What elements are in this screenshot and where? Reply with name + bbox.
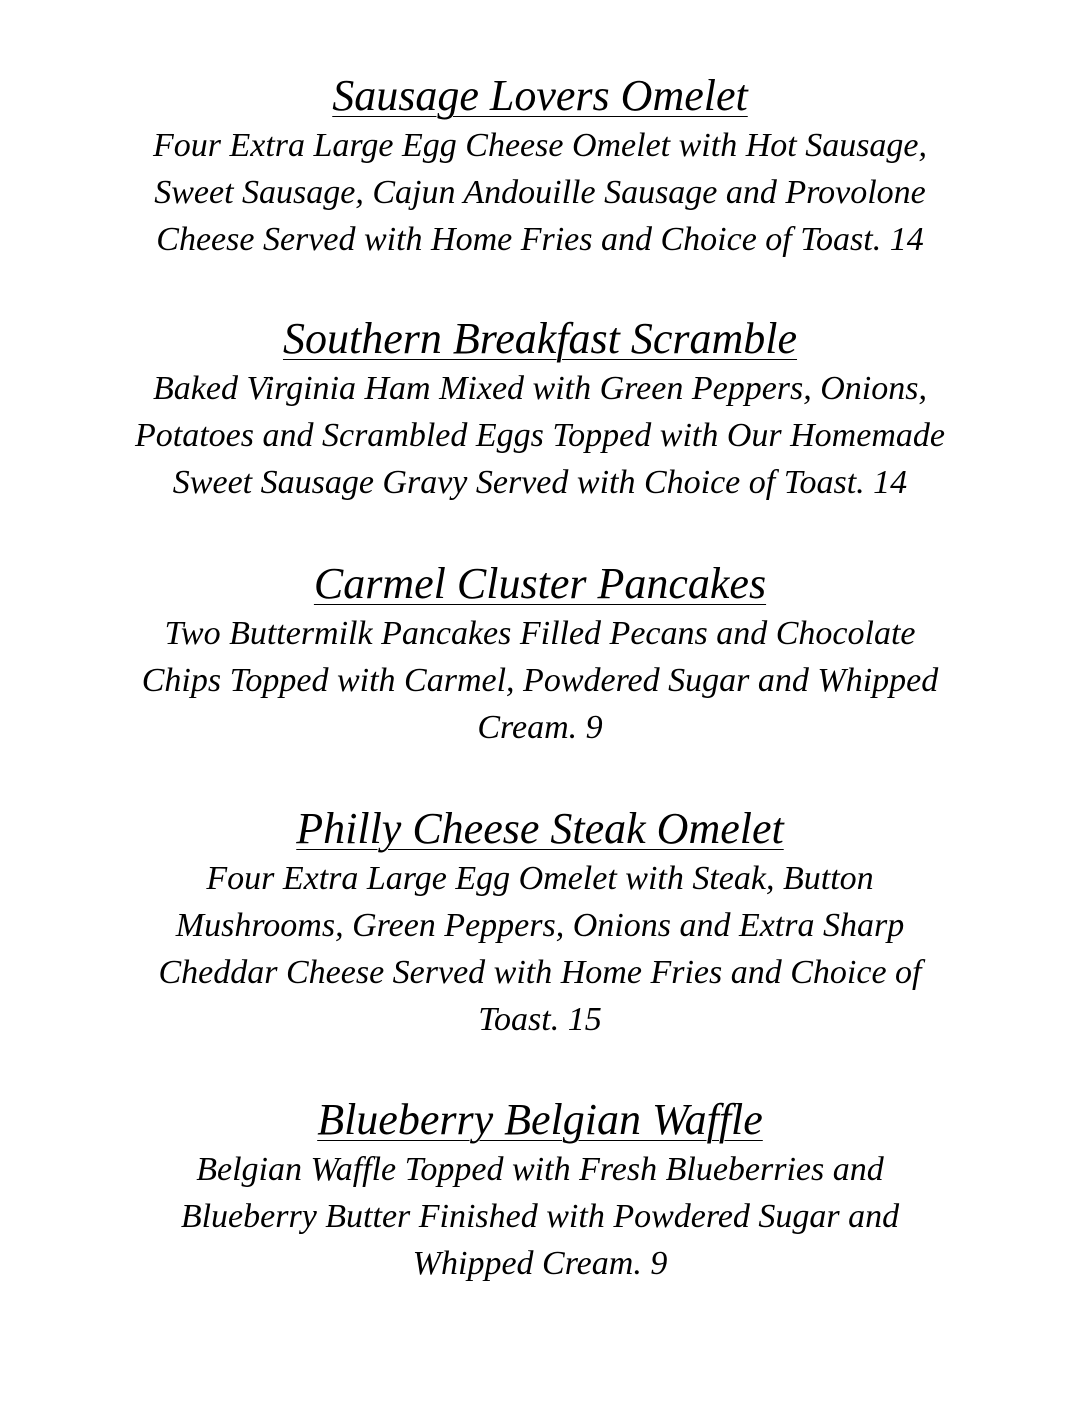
menu-item-description — [60, 610, 1020, 751]
description-line: Baked Virginia Ham Mixed with Green Peppers, Onions, — [153, 370, 927, 407]
description-line: Belgian Waffle Topped with Fresh Blueberries and — [196, 1151, 884, 1188]
description-line: Four Extra Large Egg Omelet with Steak, Button — [206, 860, 874, 897]
menu-item-title: Blueberry Belgian Waffle — [317, 1095, 763, 1144]
description-line: Cheddar Cheese Served with Home Fries and Choice of — [158, 954, 922, 991]
description-line: Sweet Sausage, Cajun Andouille Sausage and Provolone — [154, 174, 926, 211]
menu-item-description — [60, 365, 1020, 506]
menu-item — [60, 803, 1020, 1043]
description-line: Blueberry Butter Finished with Powdered Sugar and — [180, 1198, 900, 1235]
menu-item — [60, 1094, 1020, 1287]
description-line: Two Buttermilk Pancakes Filled Pecans and Chocolate — [164, 615, 916, 652]
description-line: Toast. 15 — [478, 1001, 602, 1038]
menu-item-title: Philly Cheese Steak Omelet — [296, 804, 784, 853]
description-line: Whipped Cream. 9 — [412, 1245, 668, 1282]
menu-item-title: Southern Breakfast Scramble — [282, 314, 798, 363]
menu-item — [60, 558, 1020, 751]
menu-item — [60, 70, 1020, 263]
description-line: Sweet Sausage Gravy Served with Choice of Toast. 14 — [172, 464, 908, 501]
description-line: Mushrooms, Green Peppers, Onions and Extra Sharp — [175, 907, 905, 944]
menu-item-description — [60, 855, 1020, 1043]
menu-item — [60, 313, 1020, 506]
description-line: Four Extra Large Egg Cheese Omelet with Hot Sausage, — [152, 127, 928, 164]
description-line: Cream. 9 — [477, 709, 603, 746]
description-line: Cheese Served with Home Fries and Choice of Toast. 14 — [156, 221, 924, 258]
description-line: Chips Topped with Carmel, Powdered Sugar and Whipped — [141, 662, 939, 699]
menu-item-description — [60, 1146, 1020, 1287]
menu-item-title: Carmel Cluster Pancakes — [313, 559, 767, 608]
description-line: Potatoes and Scrambled Eggs Topped with Our Homemade — [135, 417, 945, 454]
menu-item-description — [60, 122, 1020, 263]
menu-item-title: Sausage Lovers Omelet — [332, 71, 748, 120]
